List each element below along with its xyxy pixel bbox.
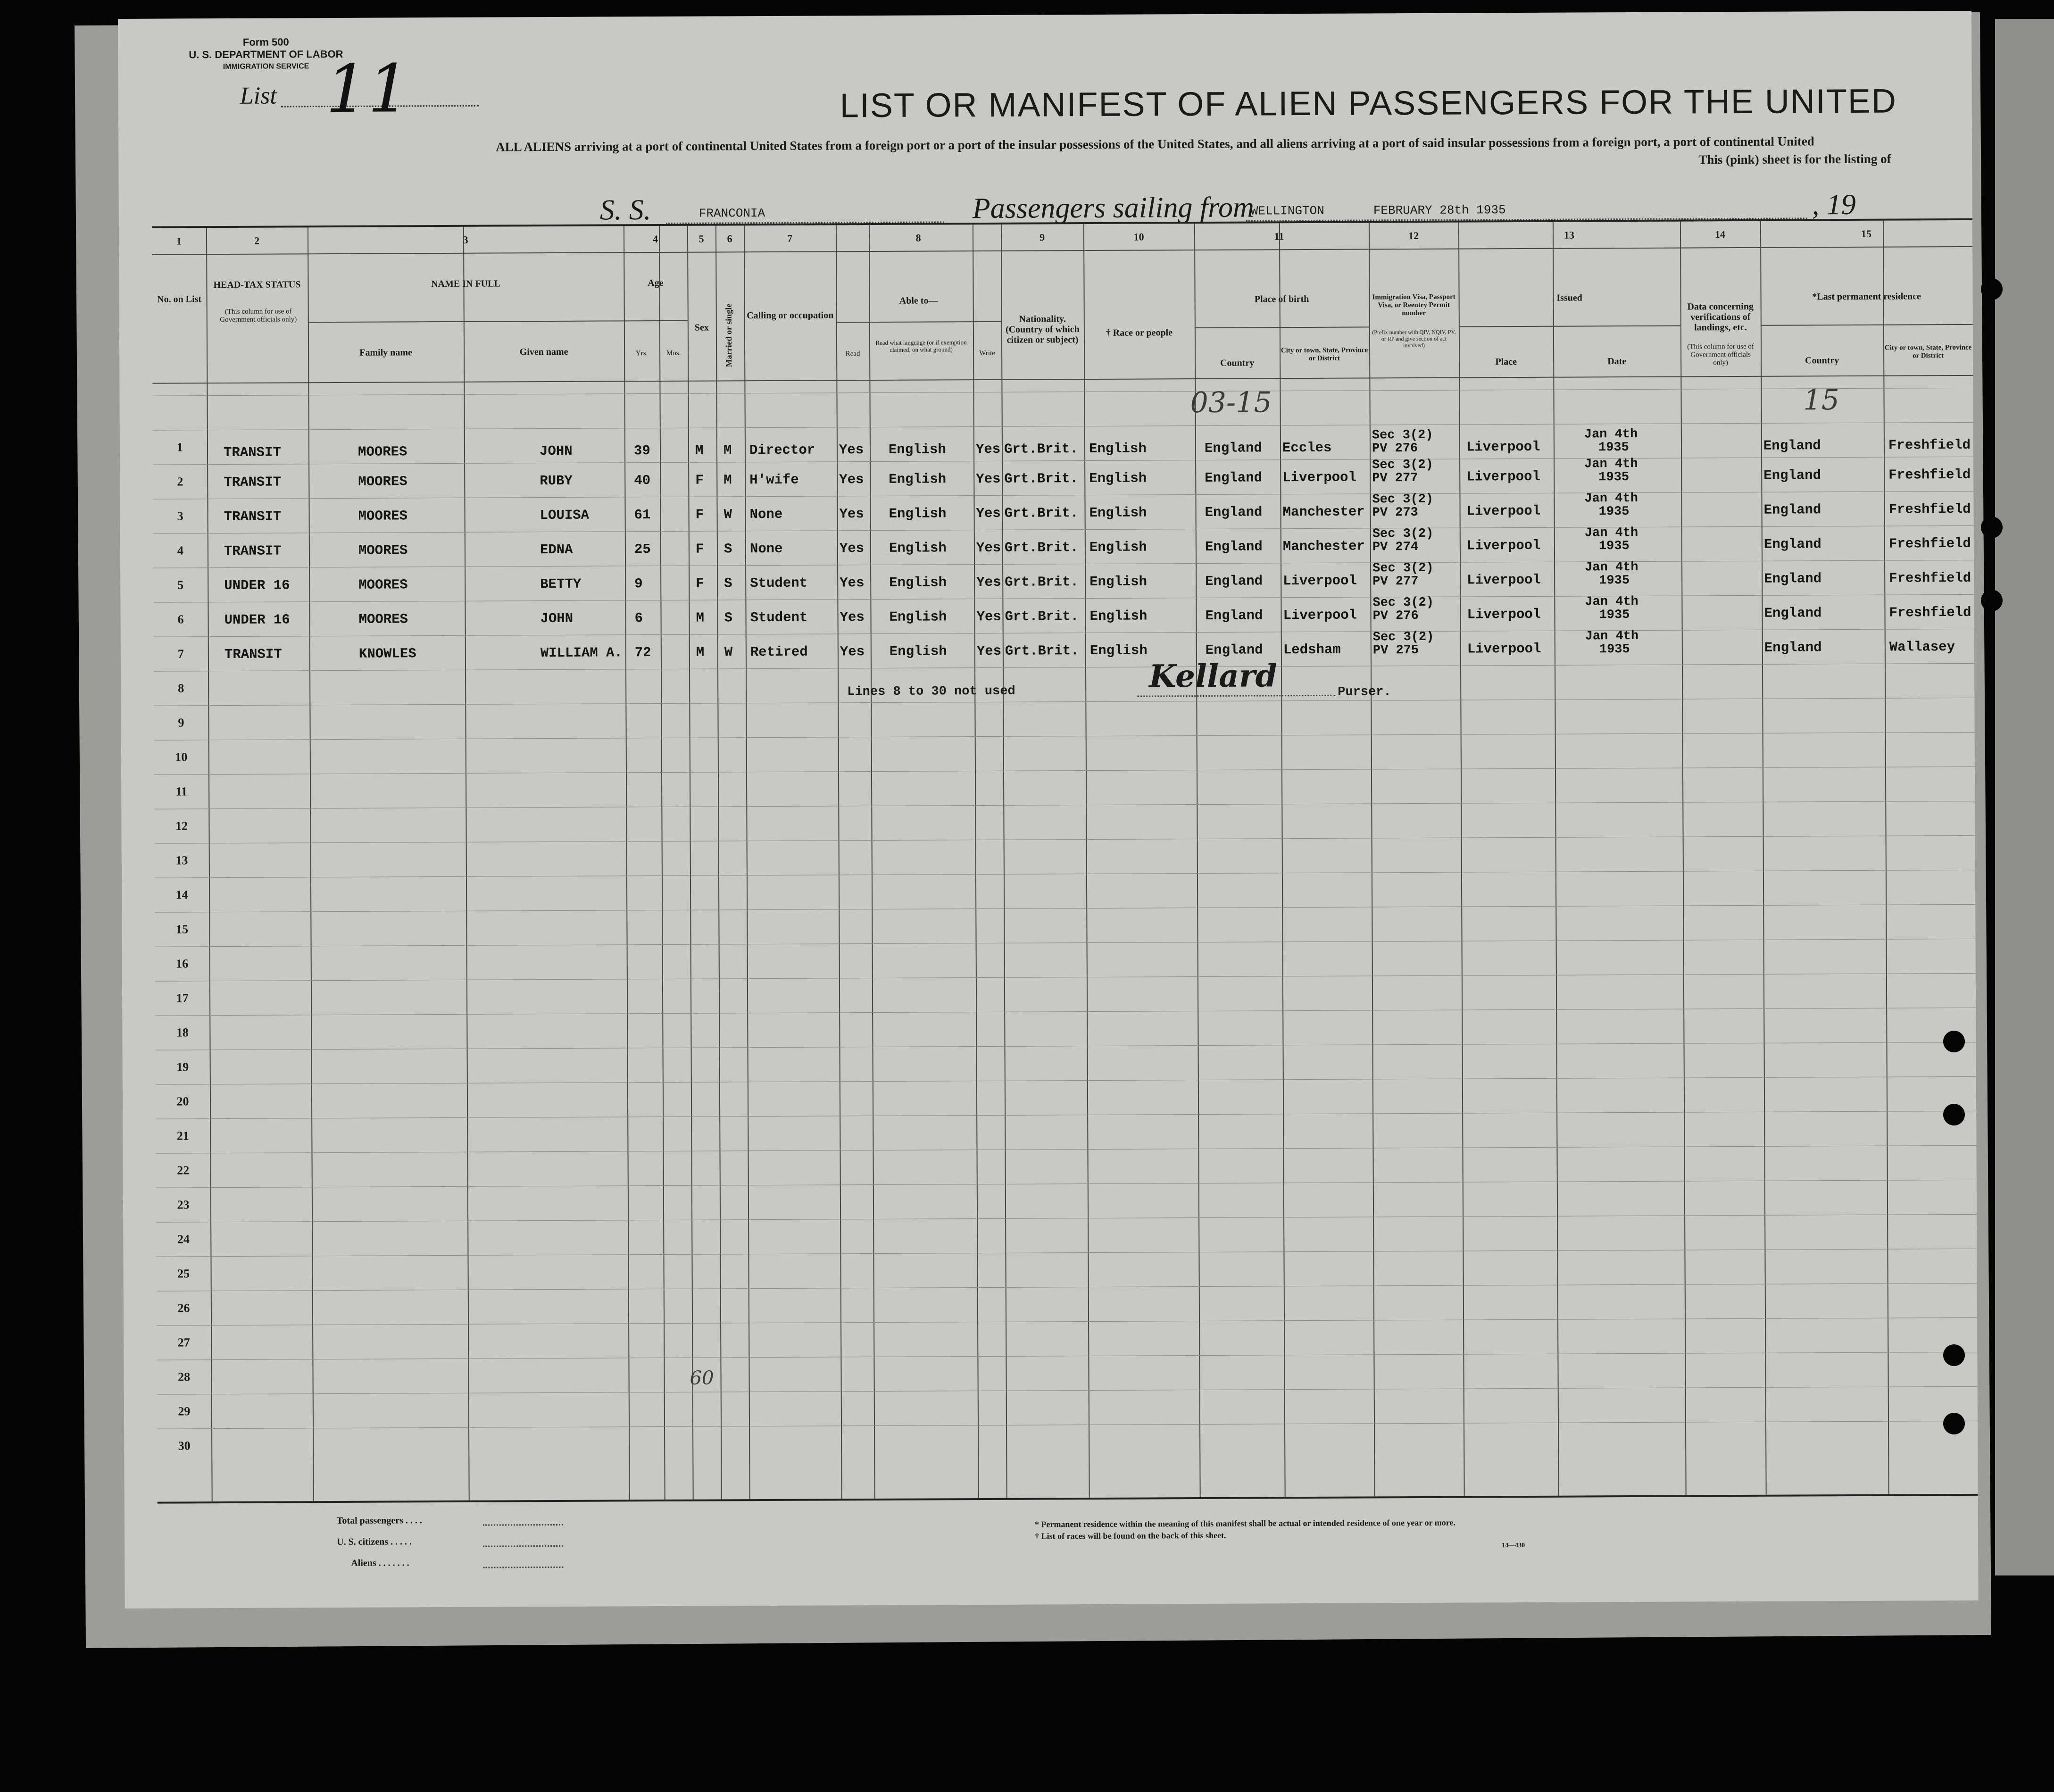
- col-num-11: 11: [1274, 230, 1284, 242]
- occupation-cell: Student: [750, 609, 808, 626]
- write-cell: Yes: [976, 608, 1001, 625]
- col-num-4: 4: [652, 233, 658, 245]
- occupation-cell: None: [749, 506, 783, 523]
- issued-date-cell: Jan 4th: [1584, 491, 1638, 506]
- race-cell: English: [1089, 574, 1148, 590]
- row-number: 9: [178, 716, 184, 730]
- col-divider: [1001, 225, 1007, 1498]
- read-cell: Yes: [840, 644, 865, 660]
- issued-date-cell: 1935: [1598, 505, 1630, 519]
- row-number: 23: [177, 1198, 190, 1212]
- row-number: 25: [177, 1267, 190, 1281]
- row-number: 7: [177, 647, 184, 661]
- hdr-birth-city: City or town, State, Province or District: [1281, 346, 1368, 362]
- visa-cell: PV 276: [1372, 608, 1419, 624]
- hdr-race: † Race or people: [1106, 327, 1173, 338]
- row-number: 13: [175, 853, 188, 867]
- issued-date-cell: 1935: [1599, 574, 1630, 588]
- birth-subline: [1195, 326, 1369, 328]
- punch-hole: [1981, 517, 2003, 538]
- occupation-cell: None: [749, 541, 783, 557]
- res-city-cell: Freshfield: [1888, 535, 1971, 552]
- birth-country-cell: England: [1205, 642, 1263, 658]
- marital-cell: W: [724, 644, 733, 660]
- sailing-label: Passengers sailing from: [972, 191, 1254, 225]
- row-number: 24: [177, 1232, 190, 1246]
- punch-hole: [1943, 1031, 1965, 1052]
- col-divider: [1458, 223, 1465, 1496]
- res-city-cell: Freshfield: [1889, 604, 1971, 621]
- res-country-cell: England: [1763, 438, 1821, 454]
- footer-citizens: U. S. citizens . . . . .: [337, 1536, 412, 1548]
- hdr-no-on-list: No. on List: [157, 294, 202, 305]
- res-city-cell: Freshfield: [1888, 501, 1971, 517]
- col-divider: [869, 225, 875, 1499]
- row-number: 4: [177, 543, 183, 558]
- visa-cell: Sec 3(2): [1372, 526, 1434, 542]
- read-cell: Yes: [839, 442, 864, 458]
- head-tax-cell: TRANSIT: [224, 508, 282, 525]
- lines-not-used-note: Lines 8 to 30 not used: [847, 684, 1015, 700]
- visa-cell: PV 277: [1372, 471, 1418, 486]
- hdr-age: Age: [648, 277, 664, 289]
- department: U. S. DEPARTMENT OF LABOR: [189, 48, 343, 61]
- age-cell: 40: [634, 473, 651, 489]
- nationality-cell: Grt.Brit.: [1005, 643, 1079, 659]
- footer-note2: † List of races will be found on the back of this sheet.: [1035, 1530, 1226, 1541]
- family-name-cell: KNOWLES: [358, 646, 416, 662]
- given-name-cell: RUBY: [540, 473, 573, 489]
- marital-cell: M: [723, 472, 732, 488]
- ss-label: S. S.: [599, 194, 651, 226]
- sailing-from: WELLINGTON: [1250, 203, 1324, 218]
- birth-city-cell: Eccles: [1282, 440, 1332, 456]
- head-tax-cell: UNDER 16: [224, 577, 290, 594]
- sex-cell: F: [696, 575, 704, 592]
- language-cell: English: [889, 643, 947, 659]
- birth-country-cell: England: [1205, 504, 1263, 520]
- issued-date-cell: Jan 4th: [1584, 427, 1638, 442]
- age-cell: 6: [634, 610, 643, 626]
- res-city-cell: Wallasey: [1889, 639, 1955, 655]
- visa-cell: Sec 3(2): [1372, 458, 1433, 473]
- head-tax-cell: UNDER 16: [224, 612, 290, 628]
- row-number: 8: [178, 681, 184, 695]
- family-name-cell: MOORES: [358, 474, 407, 490]
- res-city-cell: Freshfield: [1888, 437, 1971, 453]
- row-number: 5: [177, 578, 184, 592]
- col-divider: [836, 225, 842, 1499]
- res-country-cell: England: [1763, 502, 1821, 518]
- col-num-15: 15: [1861, 227, 1872, 240]
- purser-line: [1137, 695, 1335, 697]
- row-number: 11: [175, 784, 187, 799]
- row-number: 26: [177, 1301, 190, 1315]
- row-number: 3: [177, 509, 183, 523]
- issued-date-cell: Jan 4th: [1585, 560, 1638, 575]
- row-number: 14: [175, 888, 188, 902]
- visa-cell: Sec 3(2): [1372, 492, 1434, 507]
- language-cell: English: [889, 609, 947, 625]
- hdr-sex: Sex: [694, 322, 709, 333]
- issued-date-cell: Jan 4th: [1584, 525, 1638, 541]
- language-cell: English: [889, 506, 947, 522]
- language-cell: English: [889, 575, 947, 591]
- age-cell: 61: [634, 507, 651, 523]
- race-cell: English: [1089, 642, 1148, 659]
- col-num-10: 10: [1133, 231, 1144, 243]
- given-name-cell: LOUISA: [540, 507, 590, 524]
- col-divider: [659, 226, 665, 1500]
- visa-cell: Sec 3(2): [1372, 630, 1434, 645]
- col-divider: [1553, 222, 1559, 1496]
- service: IMMIGRATION SERVICE: [223, 62, 309, 71]
- res-country-cell: England: [1764, 605, 1822, 621]
- nationality-cell: Grt.Brit.: [1005, 574, 1079, 590]
- sailing-date: FEBRUARY 28th 1935: [1373, 203, 1506, 218]
- write-cell: Yes: [976, 505, 1001, 522]
- hdr-visa: Immigration Visa, Passport Visa, or Reentry Permit number: [1372, 293, 1455, 317]
- birth-country-cell: England: [1205, 608, 1263, 624]
- year-label: , 19: [1812, 188, 1856, 221]
- able-subline: [836, 321, 1001, 323]
- row-number: 20: [176, 1094, 189, 1109]
- footer-total: Total passengers . . . .: [336, 1515, 422, 1526]
- res-country-cell: England: [1764, 571, 1822, 587]
- punch-hole: [1981, 590, 2003, 611]
- row-number: 19: [176, 1060, 189, 1074]
- age-subline: [624, 320, 688, 322]
- hdr-read-language: Read what language (or if exemption claimed, on what ground): [875, 339, 967, 353]
- read-cell: Yes: [840, 575, 865, 591]
- row-number: 17: [176, 991, 189, 1005]
- row-number: 2: [177, 475, 183, 489]
- issued-date-cell: Jan 4th: [1585, 629, 1639, 644]
- hdr-calling: Calling or occupation: [747, 310, 834, 321]
- hdr-issued-place: Place: [1495, 357, 1517, 367]
- hdr-family-name: Family name: [359, 347, 412, 358]
- age-cell: 9: [634, 576, 643, 592]
- punch-hole: [1981, 278, 2003, 300]
- race-cell: English: [1089, 505, 1147, 521]
- head-tax-cell: TRANSIT: [224, 543, 282, 559]
- visa-cell: PV 274: [1372, 540, 1419, 555]
- header-line: [152, 246, 1972, 255]
- punch-hole: [1943, 1104, 1965, 1125]
- col-divider: [687, 226, 694, 1500]
- given-name-cell: BETTY: [540, 576, 582, 592]
- hdr-given-name: Given name: [519, 346, 568, 358]
- col-divider: [973, 225, 979, 1498]
- handwritten-residence-annotation: 15: [1803, 383, 1840, 417]
- col-num-3: 3: [463, 233, 468, 246]
- birth-city-cell: Liverpool: [1283, 607, 1357, 624]
- birth-country-cell: England: [1205, 573, 1263, 589]
- header-bottom-line: [152, 375, 1973, 384]
- col-divider: [1279, 223, 1286, 1497]
- row-number: 10: [175, 750, 188, 764]
- handwritten-row28: 60: [690, 1367, 714, 1389]
- purser-label: Purser.: [1338, 685, 1391, 700]
- total-line: [483, 1524, 563, 1526]
- head-tax-cell: TRANSIT: [224, 646, 282, 663]
- form-number: Form 500: [242, 36, 289, 48]
- sex-cell: M: [696, 644, 705, 660]
- marital-cell: S: [724, 575, 732, 592]
- visa-cell: Sec 3(2): [1372, 428, 1433, 443]
- read-cell: Yes: [839, 541, 865, 557]
- hdr-place-of-birth: Place of birth: [1254, 293, 1309, 305]
- subtitle-line2: This (pink) sheet is for the listing of: [1698, 151, 1891, 167]
- issued-place-cell: Liverpool: [1467, 572, 1541, 588]
- occupation-cell: Director: [749, 442, 815, 458]
- issued-place-cell: Liverpool: [1467, 641, 1541, 657]
- purser-signature: Kellard: [1148, 657, 1278, 695]
- col-divider: [1680, 222, 1687, 1495]
- nationality-cell: Grt.Brit.: [1004, 540, 1079, 556]
- nationality-cell: Grt.Brit.: [1004, 441, 1078, 457]
- hdr-mos: Mos.: [666, 349, 681, 357]
- hdr-res-city: City or town, State, Province or District: [1884, 343, 1972, 360]
- issued-place-cell: Liverpool: [1466, 537, 1541, 554]
- col-num-8: 8: [915, 232, 921, 244]
- hdr-landing-data: Data concerning verifications of landings, etc.: [1687, 301, 1754, 333]
- col-num-12: 12: [1408, 229, 1419, 242]
- occupation-cell: Student: [750, 575, 808, 592]
- hdr-res-country: Country: [1805, 355, 1839, 366]
- race-cell: English: [1089, 608, 1148, 625]
- head-tax-cell: TRANSIT: [224, 474, 282, 491]
- hdr-name-in-full: NAME IN FULL: [431, 278, 500, 290]
- occupation-cell: H'wife: [749, 472, 799, 488]
- col-divider: [1883, 221, 1889, 1494]
- manifest-sheet: [118, 11, 1979, 1609]
- ship-name: FRANCONIA: [699, 206, 765, 221]
- list-label: List: [240, 82, 277, 109]
- sex-cell: F: [695, 472, 704, 488]
- row-number: 15: [175, 922, 188, 936]
- language-cell: English: [889, 471, 947, 487]
- nationality-cell: Grt.Brit.: [1004, 471, 1078, 487]
- res-city-cell: Freshfield: [1888, 467, 1971, 483]
- col-divider: [308, 227, 314, 1501]
- res-country-cell: England: [1763, 536, 1821, 552]
- row-number: 18: [176, 1025, 189, 1040]
- hdr-last-residence: *Last permanent residence: [1812, 291, 1921, 302]
- birth-city-cell: Liverpool: [1283, 573, 1357, 589]
- row-number: 27: [177, 1335, 190, 1350]
- issued-date-cell: Jan 4th: [1584, 457, 1638, 472]
- citizens-line: [483, 1545, 563, 1547]
- family-name-cell: MOORES: [358, 542, 408, 558]
- col-num-5: 5: [699, 233, 704, 245]
- age-cell: 25: [634, 542, 651, 558]
- footer-aliens: Aliens . . . . . . .: [351, 1558, 409, 1568]
- aliens-line: [483, 1567, 563, 1568]
- row-number: 21: [176, 1129, 189, 1143]
- nationality-cell: Grt.Brit.: [1004, 505, 1079, 521]
- visa-cell: PV 273: [1372, 505, 1418, 520]
- issued-date-cell: 1935: [1598, 470, 1630, 485]
- col-divider: [463, 227, 470, 1500]
- list-number: 11: [325, 50, 410, 128]
- birth-city-cell: Ledsham: [1283, 642, 1341, 658]
- issued-date-cell: 1935: [1599, 608, 1630, 623]
- hdr-read: Read: [845, 350, 860, 358]
- col-num-14: 14: [1714, 228, 1726, 241]
- given-name-cell: JOHN: [539, 443, 573, 459]
- form-header: [189, 36, 343, 73]
- hdr-married: Married or single: [723, 303, 734, 367]
- col-num-9: 9: [1039, 231, 1045, 243]
- marital-cell: W: [723, 507, 732, 523]
- write-cell: Yes: [976, 471, 1001, 487]
- adjacent-sheet-edge: [1995, 19, 2054, 1575]
- row-number: 16: [176, 957, 189, 971]
- race-cell: English: [1089, 539, 1147, 556]
- hdr-nationality: Nationality. (Country of which citizen or subject): [1006, 314, 1080, 345]
- write-cell: Yes: [975, 441, 1001, 458]
- sex-cell: F: [695, 541, 704, 557]
- marital-cell: S: [724, 610, 733, 626]
- marital-cell: S: [723, 541, 732, 557]
- family-name-cell: MOORES: [358, 611, 408, 627]
- race-cell: English: [1089, 441, 1147, 457]
- sex-cell: M: [696, 610, 705, 626]
- punch-hole: [1943, 1344, 1965, 1366]
- read-cell: Yes: [839, 506, 864, 522]
- language-cell: English: [888, 442, 946, 458]
- visa-cell: PV 277: [1372, 574, 1419, 589]
- family-name-cell: MOORES: [358, 508, 408, 524]
- issued-date-cell: 1935: [1598, 441, 1629, 455]
- row-number: 30: [178, 1439, 191, 1453]
- col-num-2: 2: [254, 234, 260, 247]
- residence-subline: [1761, 324, 1973, 326]
- hdr-birth-country: Country: [1220, 358, 1255, 368]
- col-num-1: 1: [176, 235, 182, 247]
- punch-hole: [1943, 1413, 1965, 1434]
- given-name-cell: EDNA: [540, 542, 573, 558]
- subtitle-line1: ALL ALIENS arriving at a port of continental United States from a foreign port or a port of the insular possessions of the United States, and all aliens arriving at a port of said insular possessions from a foreign port, a port of continental United: [496, 134, 1814, 154]
- manifest-title: LIST OR MANIFEST OF ALIEN PASSENGERS FOR THE UNITED: [840, 82, 1897, 125]
- write-cell: Yes: [976, 540, 1001, 556]
- nationality-cell: Grt.Brit.: [1005, 608, 1079, 625]
- col-num-7: 7: [787, 232, 793, 244]
- issued-date-cell: Jan 4th: [1585, 594, 1638, 609]
- hdr-able-to: Able to—: [899, 295, 938, 306]
- row-number: 29: [178, 1404, 191, 1418]
- res-country-cell: England: [1764, 640, 1822, 656]
- col-num-13: 13: [1563, 229, 1575, 241]
- col-divider: [1369, 223, 1375, 1496]
- age-cell: 39: [633, 443, 650, 459]
- language-cell: English: [889, 540, 947, 556]
- footer-note1: * Permanent residence within the meaning of this manifest shall be actual or intended residence of one year or more.: [1034, 1517, 1455, 1529]
- col-divider: [624, 226, 630, 1500]
- row-number: 12: [175, 819, 188, 833]
- row-number: 22: [177, 1163, 190, 1177]
- res-city-cell: Freshfield: [1889, 570, 1971, 586]
- marital-cell: M: [723, 442, 732, 458]
- col-num-6: 6: [727, 233, 732, 245]
- hdr-issued: Issued: [1556, 292, 1582, 303]
- sex-cell: M: [695, 442, 704, 458]
- res-country-cell: England: [1763, 467, 1821, 483]
- row-number: 1: [176, 440, 183, 454]
- birth-country-cell: England: [1204, 440, 1262, 456]
- col-divider: [1760, 221, 1767, 1495]
- issued-place-cell: Liverpool: [1466, 439, 1540, 455]
- visa-cell: PV 276: [1372, 441, 1418, 456]
- race-cell: English: [1089, 470, 1147, 487]
- handwritten-birth-annotation: 03-15: [1190, 386, 1272, 420]
- hdr-head-tax-note: (This column for use of Government officials only): [220, 308, 297, 324]
- birth-country-cell: England: [1205, 539, 1263, 555]
- col-divider: [1083, 224, 1090, 1498]
- hdr-yrs: Yrs.: [635, 350, 648, 358]
- birth-city-cell: Manchester: [1282, 504, 1365, 520]
- head-tax-cell: TRANSIT: [223, 444, 281, 461]
- visa-cell: Sec 3(2): [1372, 561, 1434, 576]
- issued-date-cell: 1935: [1599, 642, 1630, 657]
- write-cell: Yes: [976, 643, 1002, 659]
- hdr-write: Write: [979, 349, 995, 358]
- manifest-table: [152, 218, 1978, 1504]
- write-cell: Yes: [976, 574, 1001, 591]
- visa-cell: Sec 3(2): [1372, 595, 1434, 610]
- family-name-cell: MOORES: [358, 577, 408, 593]
- given-name-cell: JOHN: [540, 610, 574, 627]
- col-divider: [715, 225, 722, 1499]
- issued-subline: [1459, 325, 1680, 327]
- hdr-issued-date: Date: [1607, 356, 1627, 367]
- occupation-cell: Retired: [750, 644, 808, 660]
- row-number: 28: [177, 1370, 191, 1384]
- read-cell: Yes: [839, 472, 864, 488]
- hdr-landing-note: (This column for use of Government officials only): [1687, 342, 1754, 367]
- footer-code: 14—430: [1502, 1542, 1525, 1550]
- sex-cell: F: [695, 507, 704, 523]
- visa-cell: PV 275: [1372, 643, 1419, 658]
- birth-country-cell: England: [1205, 470, 1263, 486]
- hdr-head-tax: HEAD-TAX STATUS: [213, 279, 301, 291]
- col-divider: [744, 225, 750, 1499]
- given-name-cell: WILLIAM A.: [540, 645, 623, 661]
- row-number: 6: [177, 612, 184, 626]
- issued-date-cell: 1935: [1598, 539, 1630, 554]
- birth-city-cell: Manchester: [1282, 538, 1365, 555]
- hdr-visa-note: (Prefix number with QIV, NQIV, PV, or RP and give section of act involved): [1372, 328, 1456, 349]
- issued-place-cell: Liverpool: [1467, 606, 1541, 623]
- age-cell: 72: [634, 645, 651, 661]
- family-name-cell: MOORES: [358, 444, 407, 460]
- issued-place-cell: Liverpool: [1466, 503, 1541, 519]
- name-subline: [308, 320, 624, 323]
- read-cell: Yes: [840, 609, 865, 625]
- birth-city-cell: Liverpool: [1282, 469, 1356, 486]
- issued-place-cell: Liverpool: [1466, 468, 1540, 485]
